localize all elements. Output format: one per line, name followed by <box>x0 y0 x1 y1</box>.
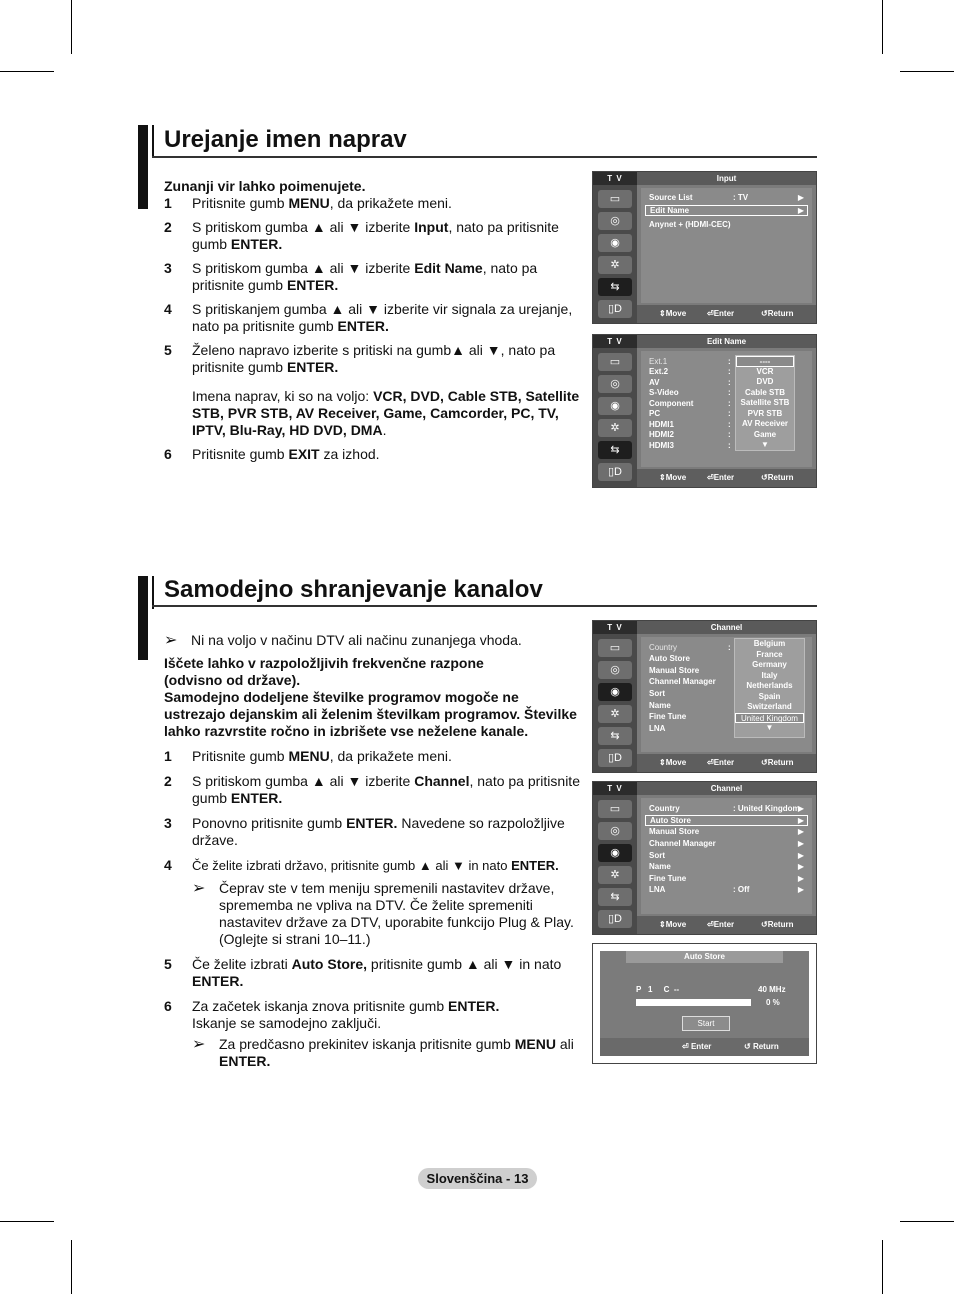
start-button[interactable]: Start <box>682 1016 730 1031</box>
channel-icon: ◉ <box>598 234 632 252</box>
osd-input-menu: T V ▭ ◎ ◉ ✲ ⇆ ▯D Input Source List : TV ▶ Edit Name ▶ Anynet + (HDMI-CEC) ⇕ Move ⏎ Enter ↺ Return <box>592 171 817 324</box>
step: 4 S pritiskanjem gumba ▲ ali ▼ izberite vir signala za urejanje, nato pa pritisnite gumb ENTER. <box>164 301 573 334</box>
note: ➢ Ni na voljo v načinu DTV ali načinu zunanjega vhoda. <box>164 632 522 649</box>
digital-icon: ▯D <box>598 749 632 767</box>
step: 2 S pritiskom gumba ▲ ali ▼ izberite Channel, nato pa pritisnite gumb ENTER. <box>164 773 580 806</box>
country-list[interactable]: Belgium France Germany Italy Netherlands Spain Switzerland United Kingdom ▼ <box>734 638 805 738</box>
auto-store-title: Auto Store <box>626 951 783 963</box>
progress-percent: 0 % <box>766 998 780 1007</box>
step-note: ➢ Čeprav ste v tem meniju spremenili nastavitev države, sprememba ne vpliva na DTV. Če želite spremeniti nastavitev države za DTV, uporabite funkcijo Plug & Play. (Oglejte si strani 10–11.) <box>192 880 574 947</box>
crop-mark <box>0 1221 54 1222</box>
arrow-icon: ➢ <box>192 1036 206 1053</box>
input-icon: ⇆ <box>598 441 632 459</box>
step: 1 Pritisnite gumb MENU, da prikažete meni. <box>164 195 452 211</box>
step-note: ➢ Za predčasno prekinitev iskanja pritisnite gumb MENU ali ENTER. <box>192 1036 574 1069</box>
sound-icon: ◎ <box>598 212 632 230</box>
menu-row: Source List : TV <box>649 193 749 202</box>
section-heading: Urejanje imen naprav <box>164 126 407 153</box>
digital-icon: ▯D <box>598 910 632 928</box>
heading-rule <box>152 156 817 158</box>
names-paragraph: Imena naprav, ki so na voljo: VCR, DVD, Cable STB, Satellite STB, PVR STB, AV Receiver, Game, Camcorder, PC, TV, IPTV, Blu-Ray, HD DVD, DMA. <box>192 388 580 438</box>
picture-icon: ▭ <box>598 190 632 208</box>
arrow-icon: ➢ <box>192 880 206 897</box>
heading-bar <box>152 125 154 158</box>
step: 4 Če želite izbrati državo, pritisnite gumb ▲ ali ▼ in nato ENTER. <box>164 857 559 873</box>
channel-icon: ◉ <box>598 844 632 862</box>
digital-icon: ▯D <box>598 463 632 481</box>
section-heading: Samodejno shranjevanje kanalov <box>164 576 543 603</box>
heading-bar <box>138 125 148 209</box>
picture-icon: ▭ <box>598 639 632 657</box>
section1-text <box>164 178 582 470</box>
step: 6 Pritisnite gumb EXIT za izhod. <box>164 446 380 462</box>
crop-mark <box>882 1240 883 1294</box>
setup-icon: ✲ <box>598 705 632 723</box>
section2-text <box>164 628 582 1077</box>
step: 5 Če želite izbrati Auto Store, pritisnite gumb ▲ ali ▼ in nato ENTER. <box>164 956 562 989</box>
bold-paragraph: Iščete lahko v razpoložljivih frekvenčne razpone (odvisno od države). Samodejno dodeljene številke programov mogoče ne ustrezajo dejanskim ali želenim številkam programov. Številke lahko razvrstite ročno in izbrišete vse neželene kanale. <box>164 655 577 739</box>
crop-mark <box>882 0 883 54</box>
crop-mark <box>0 71 54 72</box>
osd-channel-menu: T V ▭ ◎ ◉ ✲ ⇆ ▯D Channel Country : United Kingdom ▶ Auto Store ▶ Manual Store ▶ Channel Manager ▶ Sort ▶ Name ▶ Fine Tune ▶ LNA : Off ▶ ⇕ Move ⏎ Enter ↺ Return <box>592 781 817 935</box>
frequency: 40 MHz <box>758 985 786 994</box>
osd-channel-country-menu: T V ▭ ◎ ◉ ✲ ⇆ ▯D Channel Country Auto Store Manual Store Channel Manager Sort Name Fine Tune LNA : Belgium France Germany Italy Netherlands Spain Switzerland United Kingdom ▼ ⇕ Move ⏎ Enter ↺ Return <box>592 620 817 773</box>
crop-mark <box>71 0 72 54</box>
step: 2 S pritiskom gumba ▲ ali ▼ izberite Input, nato pa pritisnite gumb ENTER. <box>164 219 559 252</box>
osd-edit-name-menu: T V ▭ ◎ ◉ ✲ ⇆ ▯D Edit Name Ext.1 Ext.2 AV S-Video Component PC HDMI1 HDMI2 HDMI3 : : : : : : : : : ---- VCR DVD Cable STB Satellite STB PVR STB AV Receiver Game ▼ ⇕ Move ⏎ Enter ↺ Return <box>592 334 817 488</box>
sound-icon: ◎ <box>598 375 632 393</box>
step: 6 Za začetek iskanja znova pritisnite gumb ENTER. Iskanje se samodejno zaključi. <box>164 998 500 1031</box>
menu-row-selected: Edit Name <box>645 205 808 216</box>
channel-icon: ◉ <box>598 397 632 415</box>
progress-bar <box>636 999 751 1006</box>
osd-auto-store: Auto Store P 1 C -- 40 MHz 0 % Start ⏎ Enter ↺ Return <box>592 943 817 1064</box>
crop-mark <box>71 1240 72 1294</box>
sound-icon: ◎ <box>598 822 632 840</box>
step: 3 S pritiskom gumba ▲ ali ▼ izberite Edit Name, nato pa pritisnite gumb ENTER. <box>164 260 538 293</box>
crop-mark <box>900 1221 954 1222</box>
menu-row: Anynet + (HDMI-CEC) <box>649 220 731 229</box>
heading-bar <box>138 576 148 660</box>
picture-icon: ▭ <box>598 353 632 371</box>
page-number: Slovenščina - 13 <box>418 1168 537 1189</box>
input-icon: ⇆ <box>598 888 632 906</box>
arrow-icon: ➢ <box>164 632 178 649</box>
program-readout: P 1 C -- <box>636 985 680 994</box>
input-icon: ⇆ <box>598 727 632 745</box>
crop-mark <box>900 71 954 72</box>
setup-icon: ✲ <box>598 419 632 437</box>
heading-rule <box>152 605 817 607</box>
step: 1 Pritisnite gumb MENU, da prikažete meni. <box>164 748 452 764</box>
step: 5 Želeno napravo izberite s pritiski na gumb▲ ali ▼, nato pa pritisnite gumb ENTER. <box>164 342 556 375</box>
setup-icon: ✲ <box>598 866 632 884</box>
setup-icon: ✲ <box>598 256 632 274</box>
device-name-list[interactable]: ---- VCR DVD Cable STB Satellite STB PVR STB AV Receiver Game ▼ <box>735 355 795 451</box>
channel-icon: ◉ <box>598 683 632 701</box>
intro: Zunanji vir lahko poimenujete. <box>164 178 366 194</box>
picture-icon: ▭ <box>598 800 632 818</box>
step: 3 Ponovno pritisnite gumb ENTER. Navedene so razpoložljive države. <box>164 815 565 848</box>
digital-icon: ▯D <box>598 300 632 318</box>
input-icon: ⇆ <box>598 278 632 296</box>
sound-icon: ◎ <box>598 661 632 679</box>
